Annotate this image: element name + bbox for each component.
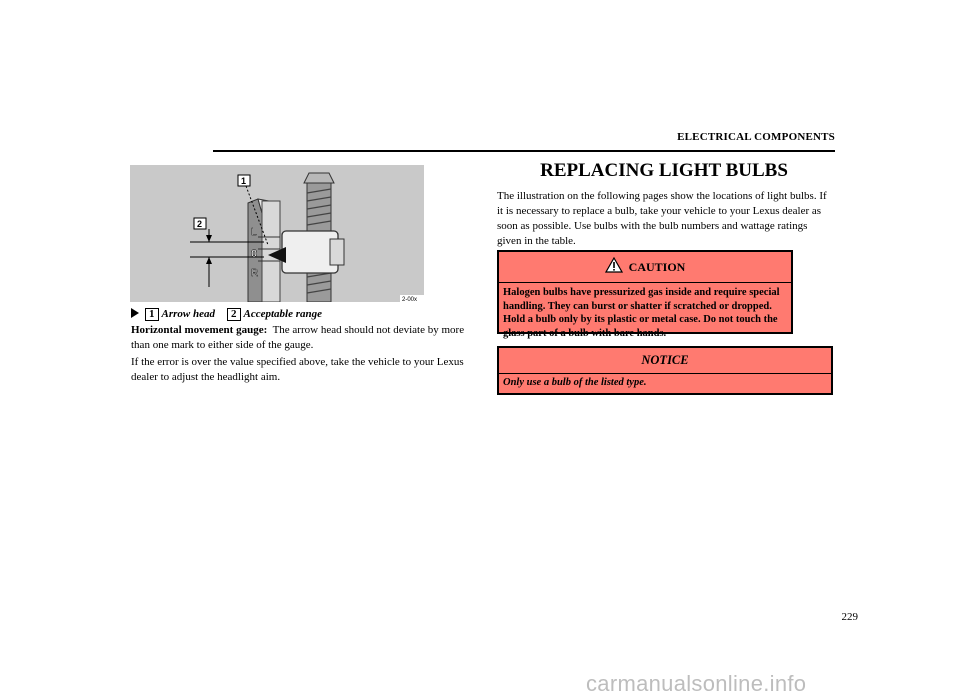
caution-header — [499, 252, 791, 283]
figure-code: 2-00x — [402, 297, 418, 302]
callout-1: 1 — [241, 176, 247, 186]
screw-head — [304, 173, 334, 183]
notice-title: NOTICE — [499, 348, 831, 374]
legend-num-1: 1 — [145, 308, 159, 321]
legend-pointer-icon — [131, 308, 139, 318]
block-tab — [330, 239, 344, 265]
legend-label-acceptable-range: Acceptable range — [243, 308, 323, 320]
watermark: carmanualsonline.info — [586, 671, 807, 696]
warning-triangle-icon — [605, 257, 623, 277]
legend-label-arrow-head: Arrow head — [161, 308, 215, 320]
caution-text: Halogen bulbs have pressurized gas inside and require special handling. They can burst or shatter if scratched or dropped. Hold a bulb only by its plastic or metal case. Do not touch the glass part of a bulb with bare hands. — [503, 287, 780, 339]
gauge-letter-R: R — [251, 268, 259, 279]
headlight-gauge-figure — [130, 165, 424, 302]
gauge-term: Horizontal movement gauge: — [131, 324, 268, 336]
callout-2: 2 — [197, 219, 203, 229]
notice-text: Only use a bulb of the listed type. — [503, 377, 647, 388]
running-header: ELECTRICAL COMPONENTS — [677, 131, 835, 143]
intro-paragraph: The illustration on the following pages show the locations of light bulbs. If it is necessary to replace a bulb, take your vehicle to your Lexus dealer as soon as possible. Use bulbs with the bulb numbers and wattage ratings given in the table. — [497, 190, 827, 247]
range-arrow-top — [206, 235, 212, 242]
gauge-zero: 0 — [251, 248, 258, 260]
gauge-letter-L: L — [251, 227, 257, 238]
caution-box — [497, 250, 793, 339]
legend-num-2: 2 — [227, 308, 241, 321]
page-number: 229 — [841, 611, 858, 623]
section-title: REPLACING LIGHT BULBS — [540, 160, 788, 181]
notice-box — [497, 346, 833, 395]
header-rule — [213, 150, 835, 152]
range-arrow-bottom — [206, 257, 212, 264]
caution-title: CAUTION — [628, 259, 686, 274]
dealer-paragraph: If the error is over the value specified above, take the vehicle to your Lexus dealer to adjust the headlight aim. — [131, 356, 464, 383]
horizontal-gauge-paragraph — [131, 323, 467, 353]
figure-legend — [131, 308, 322, 321]
gauge-illustration — [130, 165, 424, 302]
gauge-description: The arrow head should not deviate by more than one mark to either side of the gauge. — [131, 324, 465, 351]
